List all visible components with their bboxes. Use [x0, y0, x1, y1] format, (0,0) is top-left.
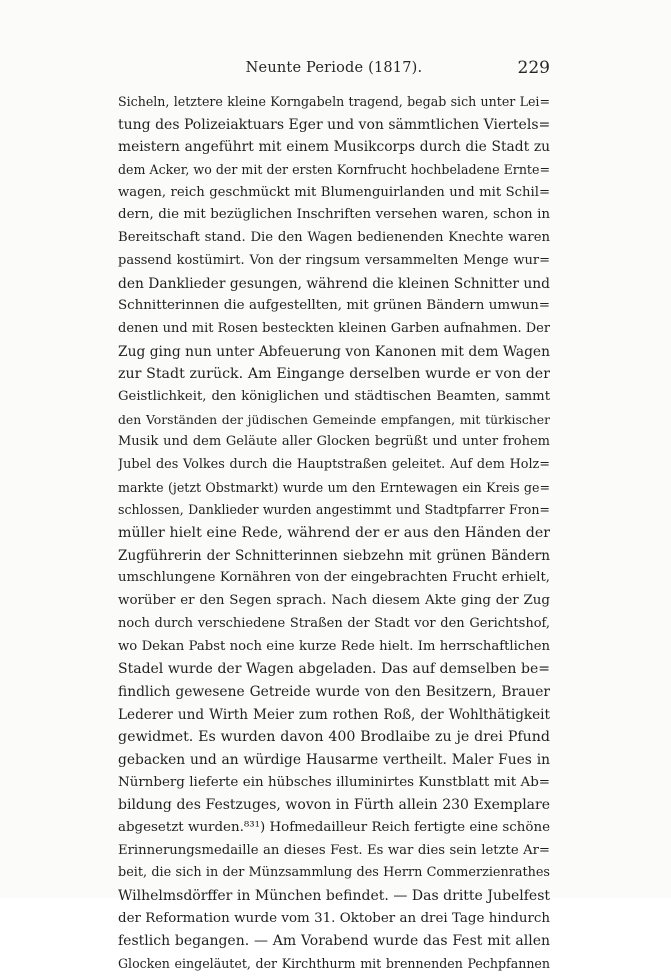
text-line: Erinnerungsmedaille an dieses Fest. Es war dies sein letzte Ar= [118, 842, 550, 858]
page-number: 229 [517, 58, 550, 78]
text-line: worüber er den Segen sprach. Nach diesem Akte ging der Zug [118, 593, 550, 609]
text-line: der Reformation wurde vom 31. Oktober an drei Tage hindurch [118, 910, 550, 926]
text-line: Stadel wurde der Wagen abgeladen. Das auf demselben be= [118, 661, 550, 678]
text-line: Geistlichkeit, den königlichen und städtischen Beamten, sammt [118, 388, 550, 404]
text-line: dem Acker, wo der mit der ersten Kornfrucht hochbeladene Ernte= [118, 162, 550, 178]
text-line: abgesetzt wurden.⁸³¹) Hofmedailleur Reich fertigte eine schöne [118, 820, 550, 835]
text-line: Jubel des Volkes durch die Hauptstraßen geleitet. Auf dem Holz= [118, 457, 550, 472]
text-line: denen und mit Rosen besteckten kleinen Garben aufnahmen. Der [118, 320, 550, 336]
text-line: passend kostümirt. Von der ringsum versammelten Menge wur= [118, 252, 550, 268]
page-header [118, 58, 550, 82]
text-line: wagen, reich geschmückt mit Blumenguirlanden und mit Schil= [118, 184, 550, 200]
text-line: Zug ging nun unter Abfeuerung von Kanonen mit dem Wagen [118, 343, 550, 360]
text-line: gebacken und an würdige Hausarme vertheilt. Maler Fues in [118, 751, 550, 768]
text-line: Bereitschaft stand. Die den Wagen bedienenden Knechte waren [118, 230, 550, 246]
text-line: bildung des Festzuges, wovon in Fürth allein 230 Exemplare [118, 797, 550, 814]
text-line: Lederer und Wirth Meier zum rothen Roß, der Wohlthätigkeit [118, 706, 550, 723]
text-line: Nürnberg lieferte ein hübsches illuminirtes Kunstblatt mit Ab= [118, 774, 550, 790]
text-line: findlich gewesene Getreide wurde von den Besitzern, Brauer [118, 683, 550, 700]
body-text [118, 91, 550, 976]
text-line: den Vorständen der jüdischen Gemeinde empfangen, mit türkischer [118, 411, 550, 427]
text-line: Sicheln, letztere kleine Korngabeln tragend, begab sich unter Lei= [118, 94, 550, 109]
text-line: markte (jetzt Obstmarkt) wurde um den Erntewagen ein Kreis ge= [118, 479, 550, 495]
text-line: Glocken eingeläutet, der Kirchthurm mit brennenden Pechpfannen [118, 956, 550, 972]
text-line: dern, die mit bezüglichen Inschriften versehen waren, schon in [118, 207, 550, 223]
text-line: umschlungene Kornähren von der eingebrachten Frucht erhielt, [118, 570, 550, 586]
text-line: den Danklieder gesungen, während die kleinen Schnitter und [118, 275, 550, 292]
text-line: schlossen, Danklieder wurden angestimmt und Stadtpfarrer Fron= [118, 502, 550, 518]
text-line: Wilhelmsdörffer in München befindet. — Das dritte Jubelfest [118, 888, 550, 905]
text-line: meistern angeführt mit einem Musikcorps durch die Stadt zu [118, 139, 550, 156]
text-line: festlich begangen. — Am Vorabend wurde das Fest mit allen [118, 933, 550, 950]
text-line: tung des Polizeiaktuars Eger und von sämmtlichen Viertels= [118, 116, 550, 133]
text-line: gewidmet. Es wurden davon 400 Brodlaibe zu je drei Pfund [118, 729, 550, 746]
text-line: müller hielt eine Rede, während der er aus den Händen der [118, 525, 550, 542]
text-line: Zugführerin der Schnitterinnen siebzehn mit grünen Bändern [118, 547, 550, 564]
text-line: wo Dekan Pabst noch eine kurze Rede hielt. Im herrschaftlichen [118, 638, 550, 654]
running-title: Neunte Periode (1817). [245, 60, 423, 76]
text-line: zur Stadt zurück. Am Eingange derselben wurde er von der [118, 366, 550, 383]
text-line: beit, die sich in der Münzsammlung des Herrn Commerzienrathes [118, 865, 550, 881]
text-line: noch durch verschiedene Straßen der Stadt vor den Gerichtshof, [118, 615, 550, 631]
text-line: Musik und dem Geläute aller Glocken begrüßt und unter frohem [118, 434, 550, 450]
text-line: Schnitterinnen die aufgestellten, mit grünen Bändern umwun= [118, 298, 550, 314]
